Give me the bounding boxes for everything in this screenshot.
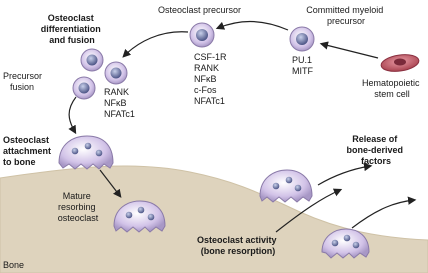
committed-myeloid-cell [290,27,314,51]
label-attachment: Osteoclast attachment to bone [3,135,52,167]
label-precursor-fusion: Precursor fusion [3,71,43,92]
osteoclast-attachment-cell [59,136,113,169]
label-bone: Bone [3,260,25,270]
osteoclast-precursor-cell [190,23,214,47]
label-hematopoietic: Hematopoietic stem cell [361,78,420,99]
markers-fusion: RANK NFκB NFATc1 [104,87,135,119]
markers-myeloid: PU.1 MITF [292,55,313,76]
label-mature: Mature resorbing osteoclast [57,191,99,223]
hematopoietic-stem-cell [380,52,420,73]
label-osteoclast-precursor: Osteoclast precursor [158,5,242,15]
arrow-release-right [352,200,414,228]
label-differentiation: Osteoclast differentiation and fusion [40,13,101,45]
osteoclast-activity-cell [260,170,312,202]
label-release: Release of bone-derived factors [346,134,403,166]
arrow-myeloid-to-precursor [218,22,288,31]
arrow-release-upper [318,166,370,185]
label-activity: Osteoclast activity (bone resorption) [196,235,277,256]
arrow-stem-to-myeloid [322,44,378,58]
markers-precursor: CSF-1R RANK NFκB c-Fos NFATc1 [194,52,227,106]
arrow-fusion-to-attachment [69,97,76,132]
arrow-precursor-to-fusion [124,32,188,56]
label-committed-myeloid: Committed myeloid precursor [306,5,384,26]
